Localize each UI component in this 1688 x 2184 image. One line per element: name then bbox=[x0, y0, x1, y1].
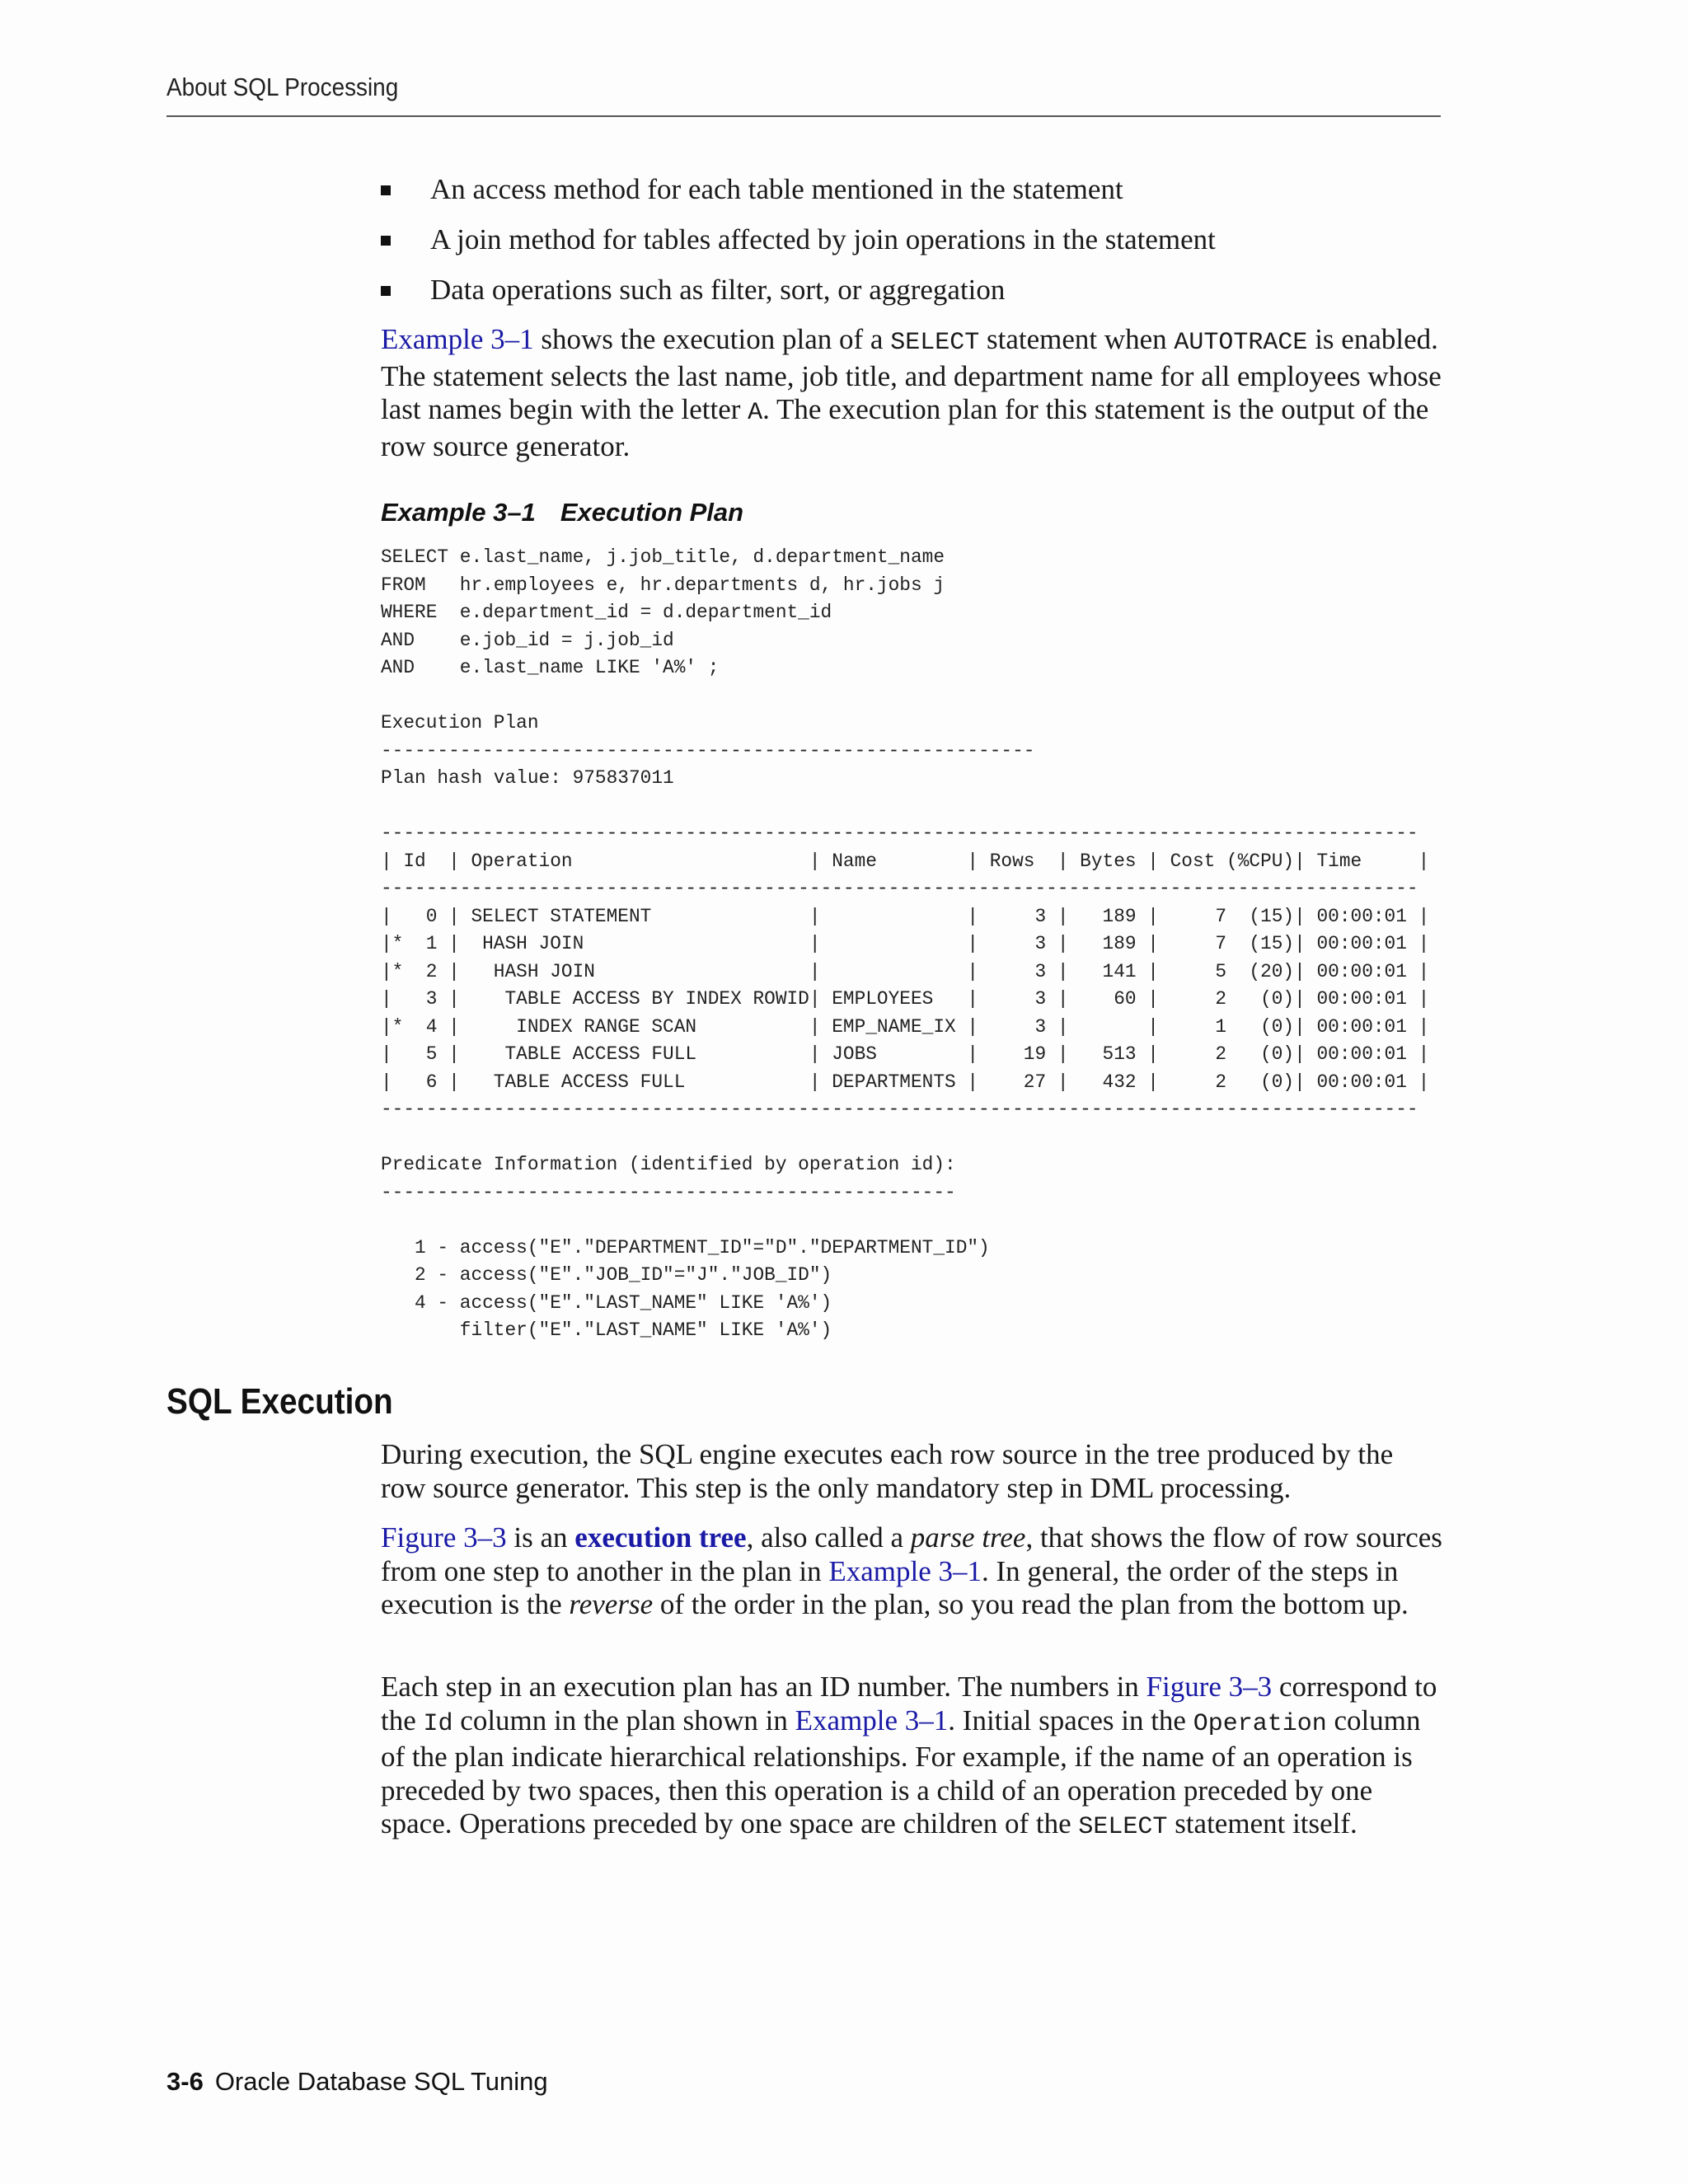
code-line bbox=[381, 682, 1429, 710]
section-heading: SQL Execution bbox=[166, 1381, 393, 1422]
bullet-square-icon bbox=[381, 185, 391, 195]
bullet-text: Data operations such as filter, sort, or aggregation bbox=[430, 274, 1006, 306]
code-block bbox=[381, 544, 1429, 1345]
paragraph-text: of the order in the plan, so you read the plan from the bottom up. bbox=[653, 1588, 1409, 1620]
code-line: ---------------------------------------------------------- bbox=[381, 739, 1035, 762]
emphasis-text: reverse bbox=[569, 1588, 654, 1620]
code-line bbox=[381, 793, 1429, 821]
execution-tree-paragraph bbox=[381, 1521, 1444, 1622]
paragraph-text: . In general, the order of the steps in execution is the bbox=[381, 1554, 1399, 1620]
inline-code: AUTOTRACE bbox=[1174, 329, 1308, 357]
intro-text: shows the execution plan of a bbox=[533, 323, 891, 355]
list-item bbox=[381, 272, 1444, 308]
paragraph-text: statement itself. bbox=[1167, 1807, 1357, 1840]
code-line bbox=[381, 1207, 1429, 1235]
paragraph-text: . Initial spaces in the bbox=[948, 1704, 1193, 1736]
example-title-text: Execution Plan bbox=[560, 498, 744, 527]
code-line: | 6 | TABLE ACCESS FULL | DEPARTMENTS | 27 | 432 | 2 (0)| 00:00:01 | bbox=[381, 1071, 1430, 1093]
intro-paragraph bbox=[381, 323, 1444, 463]
bullet-text: An access method for each table mentioned in the statement bbox=[430, 173, 1123, 205]
page-footer bbox=[166, 2067, 548, 2097]
paragraph-text: Each step in an execution plan has an ID number. The numbers in bbox=[381, 1671, 1146, 1703]
code-line: Execution Plan bbox=[381, 712, 539, 733]
code-line: AND e.last_name LIKE 'A%' ; bbox=[381, 657, 720, 678]
bullet-list bbox=[381, 171, 1444, 322]
code-line: | 3 | TABLE ACCESS BY INDEX ROWID| EMPLOYEES | 3 | 60 | 2 (0)| 00:00:01 | bbox=[381, 988, 1430, 1010]
paragraph-text: correspond to the bbox=[381, 1671, 1437, 1736]
running-head: About SQL Processing bbox=[166, 73, 399, 101]
code-line: SELECT e.last_name, j.job_title, d.department_name bbox=[381, 546, 945, 568]
example-link[interactable]: Example 3–1 bbox=[795, 1704, 949, 1736]
example-title bbox=[381, 498, 743, 527]
list-item bbox=[381, 171, 1444, 208]
code-line: WHERE e.department_id = d.department_id bbox=[381, 602, 832, 623]
bullet-square-icon bbox=[381, 286, 391, 296]
intro-text: statement when bbox=[979, 323, 1175, 355]
inline-code: SELECT bbox=[890, 329, 980, 357]
page-number: 3-6 bbox=[166, 2067, 204, 2096]
book-title: Oracle Database SQL Tuning bbox=[214, 2067, 548, 2096]
emphasis-text: parse tree bbox=[910, 1521, 1026, 1554]
bullet-square-icon bbox=[381, 236, 391, 246]
execution-paragraph: During execution, the SQL engine executes each row source in the tree produced by the row source generator. This step is the only mandatory step in DML processing. bbox=[381, 1438, 1394, 1504]
list-item bbox=[381, 222, 1444, 258]
inline-code: SELECT bbox=[1078, 1813, 1168, 1841]
code-line: -------------------------------------------------------------------------------------------- bbox=[381, 878, 1418, 899]
code-line: 1 - access("E"."DEPARTMENT_ID"="D"."DEPARTMENT_ID") bbox=[381, 1236, 990, 1258]
code-line: | Id | Operation | Name | Rows | Bytes | Cost (%CPU)| Time | bbox=[381, 850, 1430, 872]
intro-text: . The execution plan for this statement is the output of the row source generator. bbox=[381, 393, 1429, 462]
inline-code: Operation bbox=[1193, 1709, 1327, 1738]
code-line bbox=[381, 1124, 1429, 1152]
code-line: |* 4 | INDEX RANGE SCAN | EMP_NAME_IX | 3 | | 1 (0)| 00:00:01 | bbox=[381, 1015, 1430, 1038]
code-line: |* 1 | HASH JOIN | | 3 | 189 | 7 (15)| 00:00:01 | bbox=[381, 933, 1430, 954]
code-line: -------------------------------------------------------------------------------------------- bbox=[381, 823, 1418, 844]
code-line: -------------------------------------------------------------------------------------------- bbox=[381, 1099, 1418, 1120]
paragraph-text: is an bbox=[506, 1521, 575, 1554]
code-line: FROM hr.employees e, hr.departments d, hr.jobs j bbox=[381, 574, 945, 596]
code-line: | 5 | TABLE ACCESS FULL | JOBS | 19 | 513 | 2 (0)| 00:00:01 | bbox=[381, 1043, 1430, 1065]
code-line: 2 - access("E"."JOB_ID"="J"."JOB_ID") bbox=[381, 1264, 832, 1286]
inline-code: A bbox=[748, 399, 763, 427]
figure-link[interactable]: Figure 3–3 bbox=[1146, 1671, 1273, 1703]
code-line: AND e.job_id = j.job_id bbox=[381, 629, 674, 651]
example-link[interactable]: Example 3–1 bbox=[828, 1554, 982, 1587]
paragraph-text: column in the plan shown in bbox=[452, 1704, 795, 1736]
code-line: --------------------------------------------------- bbox=[381, 1181, 956, 1203]
example-link[interactable]: Example 3–1 bbox=[381, 323, 534, 355]
code-line: Plan hash value: 975837011 bbox=[381, 767, 674, 789]
code-line: | 0 | SELECT STATEMENT | | 3 | 189 | 7 (15)| 00:00:01 | bbox=[381, 905, 1430, 927]
id-number-paragraph bbox=[381, 1671, 1444, 1844]
paragraph-text: , that shows the flow of row sources from one step to another in the plan in bbox=[381, 1521, 1442, 1587]
paragraph-text: column of the plan indicate hierarchical relationships. For example, if the name of an operation is preceded by two spaces, then this operation is a child of an operation preceded by one space. Operations preceded by one space are children of the bbox=[381, 1704, 1421, 1840]
code-line: filter("E"."LAST_NAME" LIKE 'A%') bbox=[381, 1319, 832, 1341]
bullet-text: A join method for tables affected by join operations in the statement bbox=[430, 223, 1216, 255]
code-line: 4 - access("E"."LAST_NAME" LIKE 'A%') bbox=[381, 1291, 832, 1314]
glossary-term-link[interactable]: execution tree bbox=[574, 1521, 747, 1554]
intro-text: is enabled. The statement selects the last name, job title, and department name for all employees whose last names begin with the letter bbox=[381, 323, 1442, 425]
header-rule bbox=[166, 115, 1441, 117]
code-line: |* 2 | HASH JOIN | | 3 | 141 | 5 (20)| 00:00:01 | bbox=[381, 960, 1430, 982]
inline-code: Id bbox=[423, 1709, 453, 1738]
example-number: Example 3–1 bbox=[381, 498, 536, 527]
figure-link[interactable]: Figure 3–3 bbox=[381, 1521, 507, 1554]
code-line: Predicate Information (identified by operation id): bbox=[381, 1154, 956, 1175]
paragraph-text: , also called a bbox=[746, 1521, 911, 1554]
